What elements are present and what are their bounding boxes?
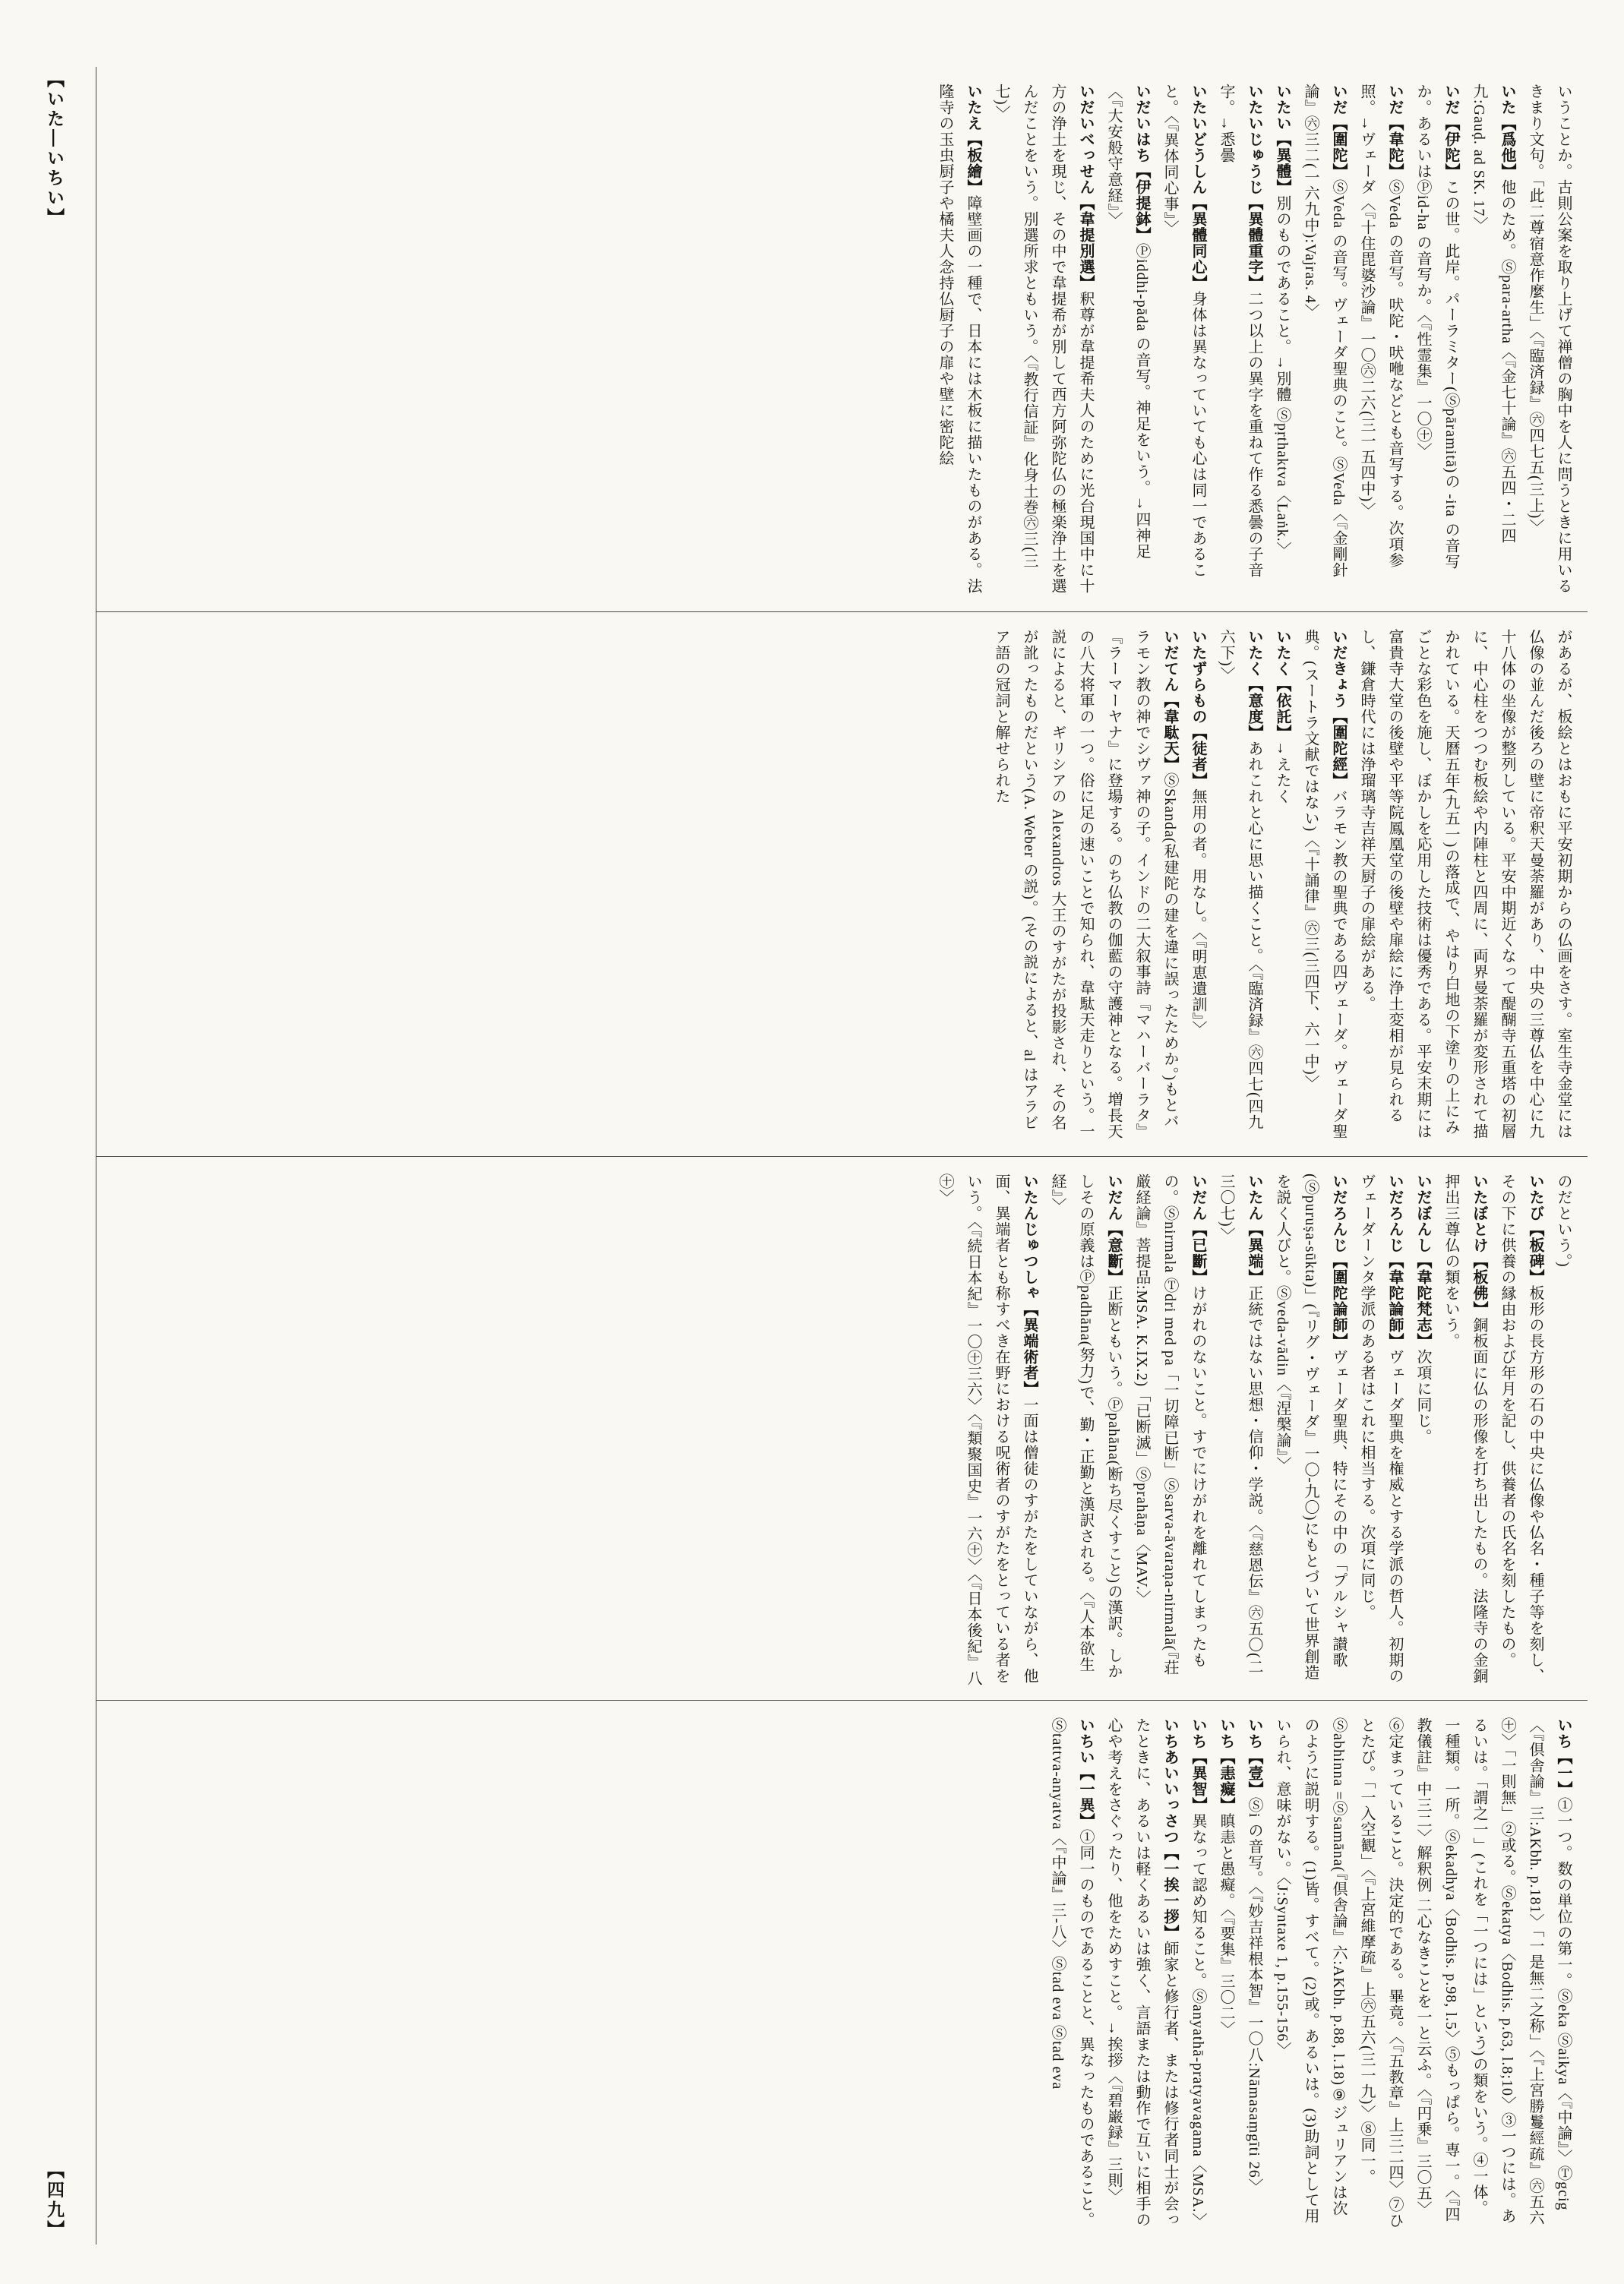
entry-body: この世。此岸。パーラミター(Ⓢpāramitā)の -ita の音写か。あるいはⓅid-ha の音写か。〈『性霊集』一〇㊉〉 xyxy=(1414,84,1459,570)
entry-headword: いだん【已斷】 xyxy=(1190,1173,1206,1285)
entry-body: ⓈSkanda(私建陀の建を違に誤ったためか。)もとバラモン教の神でシヴァ神の子。インドの二大叙事詩『マハーバーラタ』『ラーマーヤナ』に登場する。のち仏教の伽藍の守護神となる。増長天の八大将軍の一つ。俗に足の速いことで知られ、韋駄天走りという。一説によると、ギリシアの Alexandros 大王のすがたが投影され、その名が訛ったものだという(A. Weber の説)。(その説によると、al はアラビア語の冠詞と解せられた xyxy=(993,628,1178,1139)
entry-headword: いちい【一異】 xyxy=(1077,1717,1094,1830)
entry-headword: いたぼとけ【板佛】 xyxy=(1471,1173,1487,1317)
entry-headword: いたえ【板繪】 xyxy=(965,84,981,195)
dictionary-entry xyxy=(1436,1174,1493,1687)
dictionary-entry xyxy=(1464,84,1521,598)
entry-body: 無用の者。用なし。〈『明恵遺訓』〉 xyxy=(1190,788,1206,1037)
entry-body: バラモン教の聖典である四ヴェーダ。ヴェーダ聖典。(スートラ文献ではない)〈『十誦律』㊅三(三四下、六一中)〉 xyxy=(1302,628,1347,1139)
entry-headword: いだてん【韋駄天】 xyxy=(1161,628,1178,772)
dictionary-entry xyxy=(1212,1717,1240,2231)
entry-body: けがれのないこと。すでにけがれを離れてしまったもの。Ⓢnirmala Ⓣdri med pa「一切障已断」Ⓢsarva-āvaraṇa-nirmalā(『荘厳経論』菩提品:MSA. K.IX.2)「已断滅」Ⓢprahāṇa〈MAV.〉 xyxy=(1133,1173,1206,1676)
entry-headword: いちあいいっさつ【一挨一拶】 xyxy=(1161,1717,1178,1941)
entry-body: 他のため。Ⓢpara-artha〈『金七十論』㊅五四・二四九:Gauḍ. ad SK. 17〉 xyxy=(1471,84,1515,545)
entry-body: 正統ではない思想・信仰・学説。〈『慈恩伝』㊅五〇(二三〇七)〉 xyxy=(1218,1173,1262,1675)
entry-body: 障壁画の一種で、日本には木板に描いたものがある。法隆寺の玉虫厨子や橘夫人念持仏厨子の扉や壁に密陀絵 xyxy=(937,84,981,594)
entry-headword: いだぼんし【韋陀梵志】 xyxy=(1414,1173,1431,1349)
entry-body: のだという。) xyxy=(1555,1173,1572,1268)
entry-headword: いたん【異端】 xyxy=(1246,1173,1262,1285)
entry-body: 異なって認め知ること。Ⓢanyathā-pratyavagama〈MSA.〉 xyxy=(1190,1813,1206,2229)
dictionary-entry xyxy=(1183,629,1212,1142)
dictionary-entry xyxy=(1043,1174,1127,1687)
entry-body: 師家と修行者、または修行者同士が会ったときに、あるいは軽くあるいは強く、言語または動作で互いに相手の心や考えをさぐったり、他をためすこと。→挨拶〈『碧巌録』三則〉 xyxy=(1105,1717,1178,2229)
dictionary-entry xyxy=(1521,84,1577,598)
entry-headword: いたずらもの【徒者】 xyxy=(1190,628,1206,788)
dictionary-entry xyxy=(930,1174,1043,1687)
dictionary-entry xyxy=(1352,84,1408,598)
entry-body: ヴェーダ聖典を権威とする学派の哲人。初期のヴェーダーンタ学派のある者はこれに相当する。次項に同じ。 xyxy=(1358,1173,1403,1684)
entry-headword: いち【一】 xyxy=(1555,1717,1572,1798)
dictionary-entry xyxy=(1043,1717,1099,2231)
entry-body: 瞋恚と愚癡。〈『要集』三〇二〉 xyxy=(1218,1813,1234,2038)
dictionary-entry xyxy=(1099,84,1155,598)
entry-headword: いち【恚癡】 xyxy=(1218,1717,1234,1814)
entry-headword: いち【壹】 xyxy=(1246,1717,1262,1798)
entry-body: 正断ともいう。Ⓟpahāna(断ち尽くすこと)の漢訳。しかしその原義はⓅpadhāna(努力)で、勤・正勤と漢訳される。〈『人本欲生経』〉 xyxy=(1049,1173,1122,1679)
entry-body: ⓈVeda の音写。吠陀・吠咃などとも音写する。次項参照。→ヴェーダ〈『十住毘婆沙論』一〇㊅二六(三一五四中)〉 xyxy=(1358,84,1403,568)
entry-body: Ⓟiddhi-pāda の音写。神足をいう。→四神足〈『大安般守意経』〉 xyxy=(1105,84,1150,560)
running-head: 【いた―いちい】 xyxy=(45,70,65,228)
entry-body: 別のものであること。→別體 Ⓢpṛthaktva〈Laṅk.〉 xyxy=(1274,195,1291,558)
entry-headword: いだ【圍陀】 xyxy=(1330,84,1347,179)
entry-headword: いたんじゅつしゃ【異端術者】 xyxy=(1021,1173,1038,1397)
entry-body: があるが、板絵とはおもに平安初期からの仏画をさす。室生寺金堂には仏像の並んだ後ろの壁に帝釈天曼荼羅があり、中央の三尊仏を中心に九十八体の坐像が整列している。平安中期近くなって醍醐寺五重塔の初層に、中心柱をつつむ板絵や内陣柱と四周に、両界曼荼羅が変形されて描かれている。天暦五年(九五一)の落成で、やはり白地の下塗りの上にみごとな彩色を施し、ぼかしを応用した技術は優秀である。平安末期には富貴寺大堂の後壁や平等院鳳凰堂の後壁や扉絵に浄土変相が見られるし、鎌倉時代には浄瑠璃寺吉祥天厨子の扉絵がある。 xyxy=(1358,628,1572,1139)
text-band-2 xyxy=(96,611,1588,1156)
dictionary-content xyxy=(96,67,1588,2245)
entry-headword: いたい【異體】 xyxy=(1274,84,1291,195)
entry-body: Ⓢi の音写。〈『妙吉祥根本智』一〇八:Nāmasaṃgīti 26〉 xyxy=(1246,1797,1262,2195)
entry-headword: いだん【意斷】 xyxy=(1105,1173,1122,1285)
dictionary-entry xyxy=(1099,1717,1183,2231)
page-number: 【四九】 xyxy=(45,2161,65,2240)
entry-headword: いだろんじ【圍陀論師】 xyxy=(1330,1173,1347,1349)
entry-headword: いだろんじ【韋陀論師】 xyxy=(1386,1173,1403,1349)
entry-headword: いたく【意度】 xyxy=(1246,628,1262,741)
entry-body: ①同一のものであることと、異なったものであること。Ⓢtattva-anyatva〈『中論』三-八〉Ⓢtad eva Ⓢtad eva xyxy=(1049,1717,1094,2229)
text-band-4 xyxy=(96,1700,1588,2245)
dictionary-entry xyxy=(1183,1717,1212,2231)
dictionary-entry xyxy=(1408,1174,1436,1687)
dictionary-entry xyxy=(1296,84,1352,598)
entry-headword: いたく【依託】 xyxy=(1274,628,1291,741)
entry-body: 板形の長方形の石の中央に仏像や仏名・種子等を刻し、その下に供養の縁由および年月を記し、供養者の氏名を刻したもの。 xyxy=(1499,1173,1543,1684)
dictionary-entry xyxy=(1268,1174,1352,1687)
entry-headword: いだ【伊陀】 xyxy=(1442,84,1459,179)
dictionary-entry xyxy=(1212,84,1268,598)
entry-body: ⓈVeda の音写。ヴェーダ聖典のこと。ⓈVeda〈『金剛針論』㊅三二(一六九中):Vajras. 4〉 xyxy=(1302,84,1347,578)
entry-headword: いたび【板碑】 xyxy=(1527,1173,1543,1285)
entry-headword: いだきょう【圍陀經】 xyxy=(1330,628,1347,788)
text-band-3 xyxy=(96,1156,1588,1701)
dictionary-entry xyxy=(1549,1174,1577,1687)
entry-body: 釈尊が韋提希夫人のために光台現国中に十方の浄土を現じ、その中で韋提希が別して西方阿弥陀仏の極楽浄土を選んだことをいう。別選所求ともいう。〈『教行信証』化身土巻㊅三(三七)〉 xyxy=(993,84,1094,594)
entry-headword: いた【爲他】 xyxy=(1499,84,1515,179)
entry-headword: いたいじゅうじ【異體重字】 xyxy=(1246,84,1262,291)
dictionary-entry xyxy=(987,629,1183,1142)
dictionary-entry xyxy=(1408,84,1464,598)
entry-body: あれこれと心に思い描くこと。〈『臨済録』㊅四七(四九六下)〉 xyxy=(1218,628,1262,1130)
dictionary-entry xyxy=(930,84,987,598)
entry-headword: いだいべっせん【韋提別選】 xyxy=(1077,84,1094,291)
dictionary-entry xyxy=(1268,1717,1577,2231)
entry-body: ヴェーダ聖典、特にその中の「プルシャ讃歌(Ⓢpuruṣa-sūkta)」(『リグ・ヴェーダ』一〇-九〇)にもとづいて世界創造を説く人びと。Ⓢveda-vādin〈『涅槃論』〉 xyxy=(1274,1173,1347,1680)
entry-body: 次項に同じ。 xyxy=(1414,1348,1431,1445)
entry-body: →えたく xyxy=(1274,740,1291,804)
entry-body: 身体は異なっていても心は同一であること。〈『異体同心事』〉 xyxy=(1161,84,1206,578)
dictionary-entry xyxy=(1268,84,1296,598)
entry-body: いうことか。古則公案を取り上げて禅僧の胸中を人に問うときに用いるきまり文句。「此二尊宿意作麼生」〈『臨済録』㊅四七五(三上)〉 xyxy=(1527,84,1572,594)
dictionary-entry xyxy=(1352,629,1577,1142)
entry-body: ①一つ。数の単位の第一。Ⓢeka Ⓢaikya〈『中論』〉Ⓣgcig〈『倶舎論』三:AKbh. p.181〉「一是無二之称」〈『上宮勝鬘經疏』㊅五六㊉〉「一則無」②或る。Ⓢekatya〈Bodhis. p.63, l.8;10〉③一つには。あるいは。「謂之一」(これを「一つには」という)の類をいう。④一体。一種類。一所。Ⓢekadhya〈Bodhis. p.98, l.5〉⑤もっぱら。専一。〈『四教儀註』中三二〉解釈例 二心なきことを一と云ふ。〈『円乗』三〇五〉⑥定まっていること。決定的である。畢竟。〈『五教章』上三二四〉⑦ひとたび。「一入空観」〈『上宮維摩疏』上㊅五六(三一九)〉⑧同一。Ⓢabhinna =Ⓢsamāna(『倶舎論』六:AKbh. p.88, l.18)⑨ジュリアンは次のように説明する。(1)皆。すべて。(2)或。あるいは。(3)助詞として用いられ、意味がない。〈J:Syntaxe 1, p.155-156〉 xyxy=(1274,1717,1572,2229)
dictionary-entry xyxy=(1268,629,1296,1142)
dictionary-entry xyxy=(1240,1717,1268,2231)
text-band-1 xyxy=(96,67,1588,611)
entry-body: 一面は僧徒のすがたをしていながら、他面、異端者とも称すべき在野における呪術者のすがたをとっている者をいう。〈『続日本紀』一〇㊉三六〉〈『類聚国史』一六㊉〉〈『日本後紀』八㊉〉 xyxy=(937,1173,1038,1686)
dictionary-entry xyxy=(1493,1174,1549,1687)
entry-headword: いたいどうしん【異體同心】 xyxy=(1190,84,1206,291)
dictionary-entry xyxy=(1127,1174,1212,1687)
entry-body: 二つ以上の異字を重ねて作る悉曇の子音字。→悉曇 xyxy=(1218,84,1262,578)
dictionary-entry xyxy=(1212,1174,1268,1687)
entry-headword: いだいはち【伊提鉢】 xyxy=(1133,84,1150,243)
entry-body: 銅板面に仏の形像を打ち出したもの。法隆寺の金銅押出三尊仏の類をいう。 xyxy=(1442,1173,1487,1684)
dictionary-entry xyxy=(987,84,1099,598)
entry-headword: いち【異智】 xyxy=(1190,1717,1206,1814)
entry-headword: いだ【韋陀】 xyxy=(1386,84,1403,179)
dictionary-entry xyxy=(1212,629,1268,1142)
dictionary-entry xyxy=(1155,84,1212,598)
dictionary-entry xyxy=(1296,629,1352,1142)
dictionary-entry xyxy=(1352,1174,1408,1687)
